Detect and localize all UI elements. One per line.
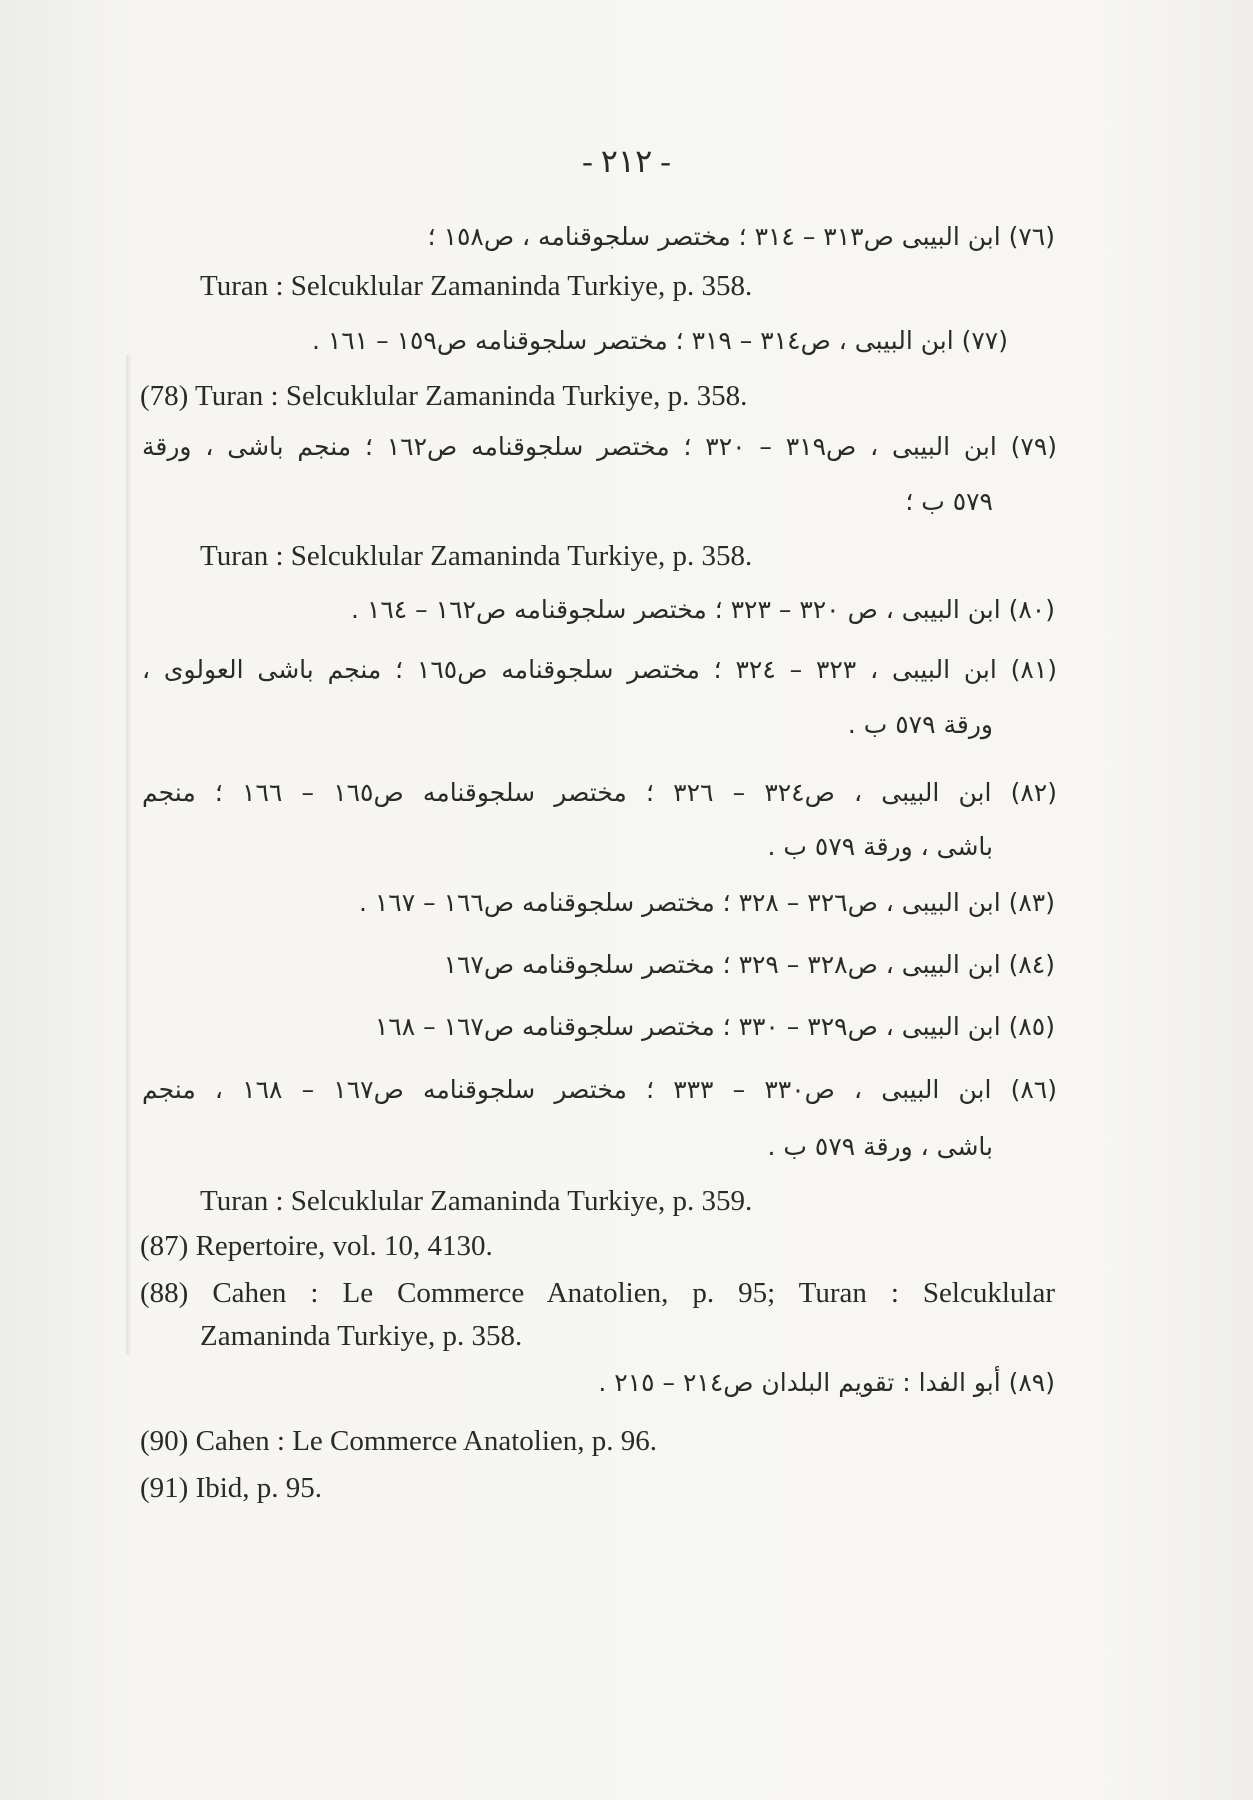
footnote-88: (88) Cahen : Le Commerce Anatolien, p. 95; Turan : Selcuklular — [140, 1277, 1055, 1309]
footnote-81: (٨١) ابن البيبى ، ٣٢٣ – ٣٢٤ ؛ مختصر سلجوقنامه ص١٦٥ ؛ منجم باشى العولوى ، — [142, 655, 1058, 684]
footnote-76: (٧٦) ابن البيبى ص٣١٣ – ٣١٤ ؛ مختصر سلجوقنامه ، ص١٥٨ ؛ — [427, 222, 1055, 251]
page-number: - ٢١٢ - — [582, 143, 671, 179]
footnote-81-cont: ورقة ٥٧٩ ب . — [847, 710, 993, 739]
footnote-79-citation: Turan : Selcuklular Zamaninda Turkiye, p. 358. — [200, 540, 753, 572]
footnote-83: (٨٣) ابن البيبى ، ص٣٢٦ – ٣٢٨ ؛ مختصر سلجوقنامه ص١٦٦ – ١٦٧ . — [358, 888, 1055, 917]
footnote-82-cont: باشى ، ورقة ٥٧٩ ب . — [767, 832, 993, 861]
footnote-84: (٨٤) ابن البيبى ، ص٣٢٨ – ٣٢٩ ؛ مختصر سلجوقنامه ص١٦٧ — [443, 950, 1055, 979]
footnote-77: (٧٧) ابن البيبى ، ص٣١٤ – ٣١٩ ؛ مختصر سلجوقنامه ص١٥٩ – ١٦١ . — [311, 326, 1008, 355]
footnote-80: (٨٠) ابن البيبى ، ص ٣٢٠ – ٣٢٣ ؛ مختصر سلجوقنامه ص١٦٢ – ١٦٤ . — [351, 595, 1055, 624]
footnote-79-cont: ٥٧٩ ب ؛ — [905, 487, 993, 516]
footnote-86: (٨٦) ابن البيبى ، ص٣٣٠ – ٣٣٣ ؛ مختصر سلجوقنامه ص١٦٧ – ١٦٨ ، منجم — [142, 1075, 1057, 1104]
footnote-78: (78) Turan : Selcuklular Zamaninda Turkiye, p. 358. — [140, 380, 748, 412]
footnote-90: (90) Cahen : Le Commerce Anatolien, p. 96. — [140, 1425, 658, 1457]
page-fold-shadow — [126, 355, 132, 1355]
footnote-79: (٧٩) ابن البيبى ، ص٣١٩ – ٣٢٠ ؛ مختصر سلجوقنامه ص١٦٢ ؛ منجم باشى ، ورقة — [142, 432, 1058, 461]
footnote-76-citation: Turan : Selcuklular Zamaninda Turkiye, p. 358. — [200, 270, 753, 302]
footnote-88-cont: Zamaninda Turkiye, p. 358. — [200, 1320, 523, 1352]
footnote-82: (٨٢) ابن البيبى ، ص٣٢٤ – ٣٢٦ ؛ مختصر سلجوقنامه ص١٦٥ – ١٦٦ ؛ منجم — [142, 778, 1057, 807]
footnote-86-citation: Turan : Selcuklular Zamaninda Turkiye, p. 359. — [200, 1185, 753, 1217]
footnote-86-cont: باشى ، ورقة ٥٧٩ ب . — [767, 1132, 993, 1161]
footnote-85: (٨٥) ابن البيبى ، ص٣٢٩ – ٣٣٠ ؛ مختصر سلجوقنامه ص١٦٧ – ١٦٨ — [374, 1012, 1055, 1041]
footnote-89: (٨٩) أبو الفدا : تقويم البلدان ص٢١٤ – ٢١٥ . — [598, 1368, 1055, 1397]
footnote-87: (87) Repertoire, vol. 10, 4130. — [140, 1230, 493, 1262]
footnote-91: (91) Ibid, p. 95. — [140, 1472, 323, 1504]
